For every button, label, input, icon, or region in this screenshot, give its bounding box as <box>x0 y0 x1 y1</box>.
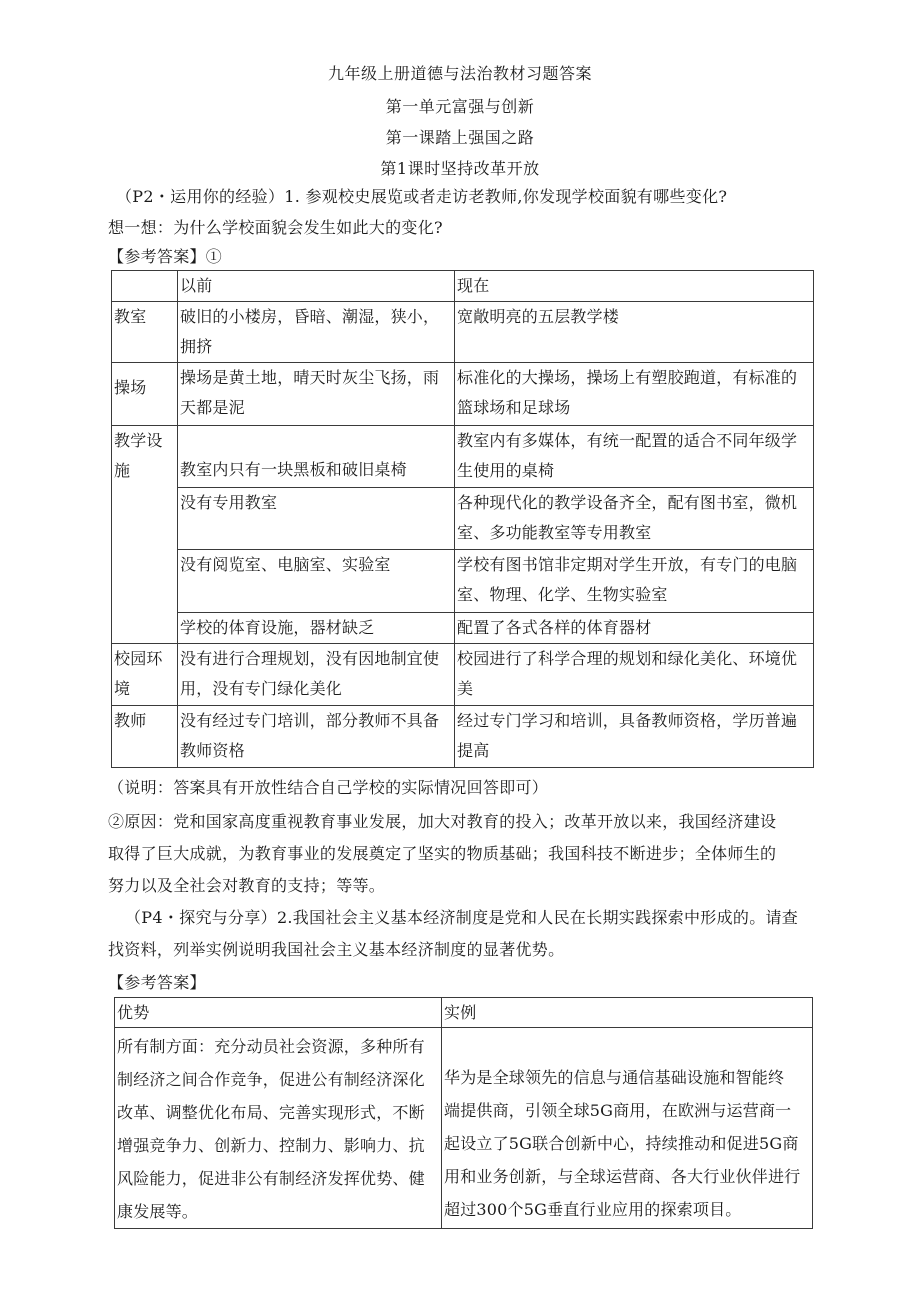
category-playground: 操场 <box>112 363 178 426</box>
header-before: 以前 <box>178 271 455 302</box>
cell-line: 制经济之间合作竞争，促进公有制经济深化 <box>117 1070 425 1089</box>
now-facilities-1 <box>455 426 814 488</box>
cell-line: 各种现代化的教学设备齐全，配有图书室，微机 <box>457 493 798 512</box>
cell-line: 拥挤 <box>180 337 213 356</box>
cell-line: 端提供商，引领全球5G商用，在欧洲与运营商一 <box>444 1101 792 1120</box>
reason-line: 努力以及全社会对教育的支持；等等。 <box>108 876 386 895</box>
now-classroom: 宽敞明亮的五层教学楼 <box>455 302 814 363</box>
table-header-row <box>112 271 814 302</box>
example-cell <box>442 1028 813 1229</box>
question-2-prompt: （P4・探究与分享）2.我国社会主义基本经济制度是党和人民在长期实践探索中形成的。请查 <box>125 908 799 927</box>
cell-line: 用和业务创新，与全球运营商、各大行业伙伴进行 <box>444 1167 801 1186</box>
cell-line: 天都是泥 <box>180 398 245 417</box>
cell-line: 所有制方面：充分动员社会资源，多种所有 <box>117 1037 425 1056</box>
header-example: 实例 <box>442 998 813 1028</box>
lesson-title: 第一课踏上强国之路 <box>385 128 535 147</box>
cell-line: 用，没有专门绿化美化 <box>180 679 343 698</box>
table-header-row <box>115 998 813 1028</box>
before-teachers <box>178 706 455 768</box>
cell-line: 华为是全球领先的信息与通信基础设施和智能终 <box>444 1068 785 1087</box>
cell-line: 操场是黄土地，晴天时灰尘飞扬，雨 <box>180 368 440 387</box>
cell-line: 超过300个5G垂直行业应用的探索项目。 <box>444 1200 742 1219</box>
cell-line: 教室内有多媒体，有统一配置的适合不同年级学 <box>457 431 798 450</box>
cell-line: 教师资格 <box>180 741 245 760</box>
now-campus <box>455 644 814 706</box>
table-row <box>115 1028 813 1229</box>
before-facilities-3: 没有阅览室、电脑室、实验室 <box>178 550 455 613</box>
question-1-prompt: （P2・运用你的经验）1. 参观校史展览或者走访老教师,你发现学校面貌有哪些变化? <box>116 187 728 206</box>
cell-line: 室、物理、化学、生物实验室 <box>457 585 668 604</box>
cell-line: 篮球场和足球场 <box>457 398 571 417</box>
table-row <box>112 644 814 706</box>
school-change-table <box>111 270 814 768</box>
unit-title: 第一单元富强与创新 <box>385 97 535 116</box>
document-title: 九年级上册道德与法治教材习题答案 <box>327 64 592 83</box>
cell-line: 教学设 <box>114 431 163 450</box>
before-campus <box>178 644 455 706</box>
cell-line: 校园进行了科学合理的规划和绿化美化、环境优 <box>457 649 798 668</box>
advantage-cell <box>115 1028 442 1229</box>
header-advantage: 优势 <box>115 998 442 1028</box>
before-classroom <box>178 302 455 363</box>
now-teachers <box>455 706 814 768</box>
table-row <box>112 302 814 363</box>
table-row <box>112 706 814 768</box>
cell-line: 标准化的大操场，操场上有塑胶跑道，有标准的 <box>457 368 798 387</box>
reason-line: 取得了巨大成就，为教育事业的发展奠定了坚实的物质基础；我国科技不断进步；全体师生的 <box>108 844 777 863</box>
cell-line: 没有经过专门培训，部分教师不具备 <box>180 711 440 730</box>
cell-line: 起设立了5G联合创新中心，持续推动和促进5G商 <box>444 1134 799 1153</box>
answer-note: （说明：答案具有开放性结合自己学校的实际情况回答即可） <box>108 778 549 797</box>
now-playground <box>455 363 814 426</box>
question-1-think: 想一想：为什么学校面貌会发生如此大的变化? <box>108 218 443 237</box>
header-empty-cell <box>112 271 178 302</box>
cell-line: 室、多功能教室等专用教室 <box>457 523 652 542</box>
question-2-prompt-cont: 找资料，列举实例说明我国社会主义基本经济制度的显著优势。 <box>108 940 565 959</box>
cell-line: 康发展等。 <box>117 1202 199 1221</box>
now-facilities-4: 配置了各式各样的体育器材 <box>455 613 814 644</box>
table-row <box>112 363 814 426</box>
cell-line: 经过专门学习和培训，具备教师资格，学历普遍 <box>457 711 798 730</box>
table-row <box>112 426 814 488</box>
cell-line: 施 <box>114 461 131 480</box>
category-campus <box>112 644 178 706</box>
table-row <box>112 550 814 613</box>
reason-line: ②原因：党和国家高度重视教育事业发展，加大对教育的投入；改革开放以来，我国经济建设 <box>108 812 777 831</box>
cell-line: 美 <box>457 679 474 698</box>
cell-line: 破旧的小楼房，昏暗、潮湿，狭小， <box>180 307 440 326</box>
before-facilities-4: 学校的体育设施，器材缺乏 <box>178 613 455 644</box>
answer-2-label: 【参考答案】 <box>108 973 206 992</box>
cell-line: 学校有图书馆非定期对学生开放，有专门的电脑 <box>457 555 798 574</box>
before-playground <box>178 363 455 426</box>
table-row <box>112 488 814 550</box>
cell-line: 校园环 <box>114 649 163 668</box>
period-title: 第1课时坚持改革开放 <box>380 159 540 178</box>
before-facilities-2: 没有专用教室 <box>178 488 455 550</box>
cell-line: 生使用的桌椅 <box>457 461 555 480</box>
now-facilities-2 <box>455 488 814 550</box>
cell-line: 改革、调整优化布局、完善实现形式，不断 <box>117 1103 425 1122</box>
category-classroom: 教室 <box>112 302 178 363</box>
category-facilities <box>112 426 178 644</box>
cell-line: 境 <box>114 679 131 698</box>
header-now: 现在 <box>455 271 814 302</box>
cell-line: 增强竞争力、创新力、控制力、影响力、抗 <box>117 1136 425 1155</box>
now-facilities-3 <box>455 550 814 613</box>
cell-line: 没有进行合理规划，没有因地制宜使 <box>180 649 440 668</box>
economic-system-table <box>114 997 813 1229</box>
cell-line: 风险能力，促进非公有制经济发挥优势、健 <box>117 1169 425 1188</box>
table-row <box>112 613 814 644</box>
answer-1-label: 【参考答案】① <box>108 247 223 266</box>
category-teachers: 教师 <box>112 706 178 768</box>
before-facilities-1: 教室内只有一块黑板和破旧桌椅 <box>178 426 455 488</box>
cell-line: 提高 <box>457 741 490 760</box>
